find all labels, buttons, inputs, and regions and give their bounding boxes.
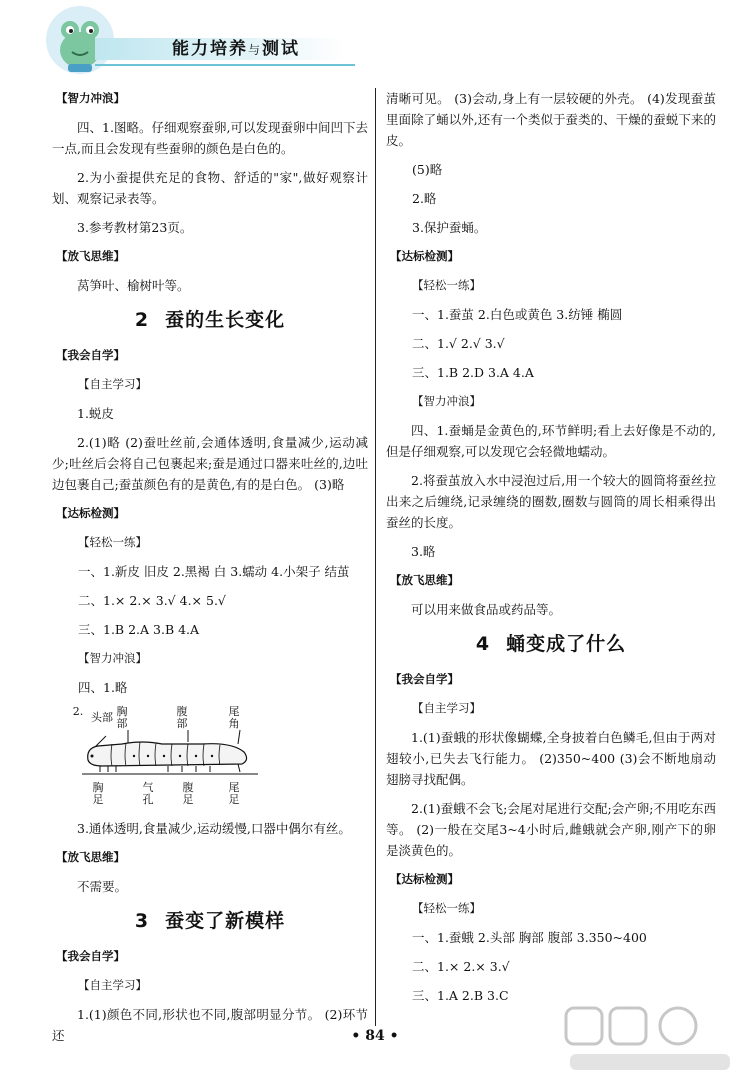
answer-paragraph: 四、1.图略。仔细观察蚕卵,可以发现蚕卵中间凹下去一点,而且会发现有些蚕卵的颜色是白色的。 [52, 120, 368, 156]
answer-line: 三、1.A 2.B 3.C [412, 988, 509, 1003]
answer-paragraph: 可以用来做食品或药品等。 [411, 602, 562, 617]
answer-line: 一、1.蚕蛾 2.头部 胸部 腹部 3.350~400 [412, 930, 647, 945]
answer-paragraph: 3.通体透明,食量减少,运动缓慢,口器中偶尔有丝。 [77, 821, 351, 836]
answer-line: 四、1.略 [78, 680, 128, 695]
label-anal-prolegs: 尾足 [228, 781, 240, 806]
answer-number: 2. [72, 705, 84, 718]
answer-line: 二、1.√ 2.√ 3.√ [412, 336, 505, 351]
answer-paragraph: 2.将蚕茧放入水中浸泡过后,用一个较大的圆筒将蚕丝拉出来之后缠绕,记录缠绕的圈数,圈数与圆筒的周长相乘得出蚕丝的长度。 [386, 473, 716, 530]
answer-paragraph: 3.略 [411, 544, 436, 559]
subsection-tag: 【智力冲浪】 [78, 651, 147, 665]
label-head: 头部 [91, 711, 113, 724]
answer-line: 3.保护蚕蛹。 [412, 220, 487, 235]
answer-paragraph: 清晰可见。 (3)会动,身上有一层较硬的外壳。 (4)发现蚕茧里面除了蛹以外,还有一个类似于蚕类的、干燥的蚕蜕下来的皮。 [386, 91, 716, 148]
answer-line: (5)略 [412, 162, 443, 177]
answer-paragraph: 不需要。 [77, 879, 128, 894]
section-tag: 【达标检测】 [56, 506, 125, 520]
lesson-heading: 3 蚕变了新模样 [134, 910, 286, 932]
lesson-heading: 4 蛹变成了什么 [475, 633, 627, 655]
answer-line: 一、1.新皮 旧皮 2.黑褐 白 3.蠕动 4.小架子 结茧 [78, 564, 350, 579]
answer-line: 二、1.× 2.× 3.√ [412, 959, 510, 974]
answer-paragraph: 四、1.蚕蛹是金黄色的,环节鲜明;看上去好像是不动的,但是仔细观察,可以发现它会轻微地蠕动。 [386, 423, 716, 459]
watermark-logo-icon [560, 1000, 740, 1080]
silkworm-diagram [72, 705, 278, 812]
answer-line: 一、1.蚕茧 2.白色或黄色 3.纺锤 椭圆 [412, 307, 623, 322]
header-title: 能力培养与测试 [172, 39, 301, 59]
section-tag: 【放飞思维】 [390, 573, 459, 587]
section-tag: 【我会自学】 [56, 949, 125, 963]
left-column [52, 88, 368, 1054]
answer-paragraph: 2.(1)略 (2)蚕吐丝前,会通体透明,食量减少,运动减少;吐丝后会将自己包裹起来;蚕是通过口器来吐丝的,边吐边包裹自己;蚕茧颜色有的是黄色,有的是白色。 (3)略 [52, 435, 368, 492]
silkworm-drawing-icon [82, 730, 262, 782]
answer-line: 2.略 [412, 191, 437, 206]
answer-paragraph: 莴笋叶、榆树叶等。 [77, 278, 190, 293]
section-tag: 【我会自学】 [56, 348, 125, 362]
section-tag: 【智力冲浪】 [56, 91, 125, 105]
section-tag: 【达标检测】 [390, 249, 459, 263]
label-abdomen: 腹部 [176, 705, 188, 730]
label-prolegs: 腹足 [182, 781, 194, 806]
subsection-tag: 【轻松一练】 [412, 278, 481, 292]
label-tail-horn: 尾角 [228, 705, 240, 730]
subsection-tag: 【自主学习】 [78, 377, 147, 391]
answer-paragraph: 1.蜕皮 [77, 406, 114, 421]
label-spiracle: 气孔 [142, 781, 154, 806]
page-number: • 84 • [351, 1028, 399, 1044]
answer-paragraph: 2.(1)蚕蛾不会飞;会尾对尾进行交配;会产卵;不用吃东西等。 (2)一般在交尾3~4小时后,雌蛾就会产卵,刚产下的卵是淡黄色的。 [386, 801, 716, 858]
answer-line: 三、1.B 2.A 3.B 4.A [78, 622, 200, 637]
right-column [386, 88, 716, 1014]
answer-line: 二、1.× 2.× 3.√ 4.× 5.√ [78, 593, 226, 608]
header-underline [95, 64, 355, 66]
subsection-tag: 【轻松一练】 [412, 901, 481, 915]
section-tag: 【我会自学】 [390, 672, 459, 686]
answer-paragraph: 2.为小蚕提供充足的食物、舒适的"家",做好观察计划、观察记录表等。 [52, 170, 368, 206]
answer-paragraph: 1.(1)颜色不同,形状也不同,腹部明显分节。 (2)环节还 [52, 1007, 368, 1043]
column-divider [375, 88, 376, 1026]
page-header [0, 0, 750, 86]
section-tag: 【放飞思维】 [56, 850, 125, 864]
label-thorax: 胸部 [116, 705, 128, 730]
subsection-tag: 【自主学习】 [78, 978, 147, 992]
subsection-tag: 【智力冲浪】 [412, 394, 481, 408]
section-tag: 【达标检测】 [390, 872, 459, 886]
answer-line: 三、1.B 2.D 3.A 4.A [412, 365, 534, 380]
answer-paragraph: 1.(1)蚕蛾的形状像蝴蝶,全身披着白色鳞毛,但由于两对翅较小,已失去飞行能力。 (2)350~400 (3)会不断地扇动翅膀寻找配偶。 [386, 730, 716, 787]
subsection-tag: 【自主学习】 [412, 701, 481, 715]
label-thoracic-legs: 胸足 [92, 781, 104, 806]
section-tag: 【放飞思维】 [56, 249, 125, 263]
subsection-tag: 【轻松一练】 [78, 535, 147, 549]
answer-paragraph: 3.参考教材第23页。 [77, 220, 193, 235]
lesson-heading: 2 蚕的生长变化 [134, 309, 286, 331]
